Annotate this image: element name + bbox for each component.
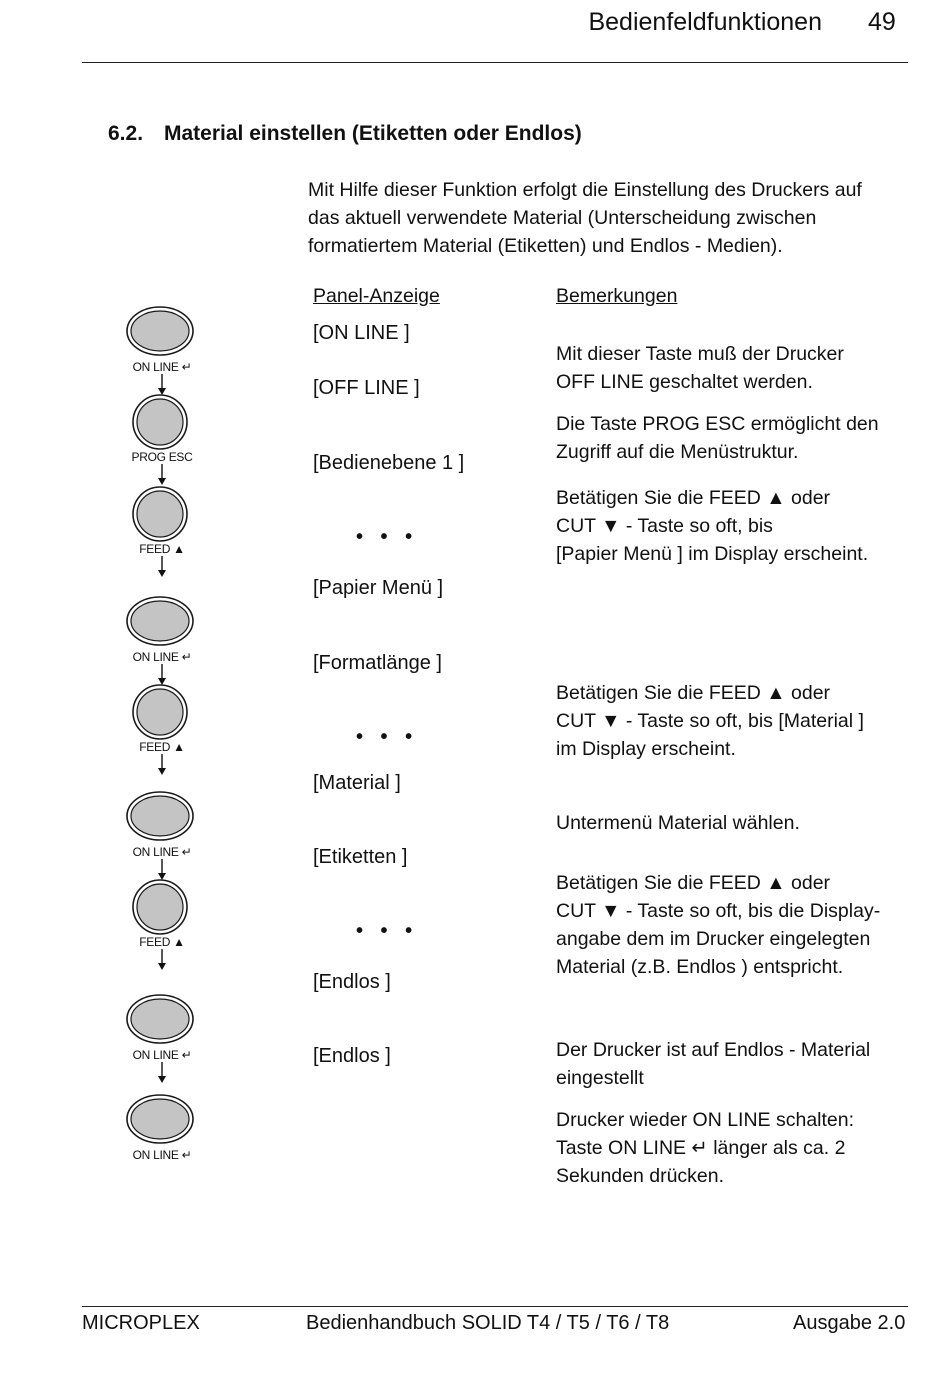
header-rule bbox=[82, 62, 908, 63]
remark-display-angabe bbox=[556, 869, 916, 981]
footer-publisher: MICROPLEX bbox=[82, 1312, 200, 1334]
remark-line: Untermenü Material wählen. bbox=[556, 812, 800, 834]
key-label: PROG ESC bbox=[131, 450, 193, 464]
panel-entry-endlos: [Endlos ] bbox=[313, 971, 391, 993]
remark-papier-menue bbox=[556, 484, 916, 568]
remark-line: Sekunden drücken. bbox=[556, 1165, 725, 1187]
online-key-group bbox=[124, 992, 200, 1084]
arrow-down-icon bbox=[124, 949, 200, 971]
remark-line: Zugriff auf die Menüstruktur. bbox=[556, 441, 799, 463]
remark-material bbox=[556, 679, 916, 763]
key-label: ON LINE ↵ bbox=[132, 360, 192, 374]
ellipsis: • • • bbox=[356, 920, 419, 942]
panel-entry-material: [Material ] bbox=[313, 772, 401, 794]
remark-line: Material (z.B. Endlos ) entspricht. bbox=[556, 956, 844, 978]
remark-line: CUT ▼ - Taste so oft, bis [Material ] bbox=[556, 710, 864, 732]
arrow-down-icon bbox=[124, 859, 200, 881]
remark-line: OFF LINE geschaltet werden. bbox=[556, 371, 813, 393]
remark-line: eingestellt bbox=[556, 1067, 644, 1089]
prog-esc-key-group bbox=[124, 394, 200, 486]
intro-line: das aktuell verwendete Material (Unterscheidung zwischen bbox=[308, 207, 817, 229]
arrow-down-icon bbox=[124, 464, 200, 486]
panel-entry-bedienebene: [Bedienebene 1 ] bbox=[313, 452, 465, 474]
remark-line: Mit dieser Taste muß der Drucker bbox=[556, 343, 844, 365]
panel-entry-online: [ON LINE ] bbox=[313, 322, 410, 344]
online-key-group bbox=[124, 789, 200, 881]
remarks-column-heading: Bemerkungen bbox=[556, 285, 678, 307]
remark-line: Betätigen Sie die FEED ▲ oder bbox=[556, 487, 831, 509]
key-label: ON LINE ↵ bbox=[132, 650, 192, 664]
feed-key-icon bbox=[124, 879, 200, 935]
remark-line: Betätigen Sie die FEED ▲ oder bbox=[556, 872, 831, 894]
ellipsis: • • • bbox=[356, 726, 419, 748]
feed-key-icon bbox=[124, 486, 200, 542]
online-key-icon bbox=[124, 992, 200, 1048]
section-heading bbox=[108, 122, 582, 146]
section-title: Material einstellen (Etiketten oder Endlos) bbox=[164, 122, 582, 145]
key-label: FEED ▲ bbox=[139, 542, 185, 556]
footer-rule bbox=[82, 1306, 908, 1307]
panel-entry-etiketten: [Etiketten ] bbox=[313, 846, 408, 868]
panel-entry-offline: [OFF LINE ] bbox=[313, 377, 420, 399]
prog-esc-key-icon bbox=[124, 394, 200, 450]
key-label: FEED ▲ bbox=[139, 935, 185, 949]
remark-line: Drucker wieder ON LINE schalten: bbox=[556, 1109, 855, 1131]
online-key-icon bbox=[124, 1092, 200, 1148]
remark-prog-esc bbox=[556, 410, 916, 466]
online-key-icon bbox=[124, 594, 200, 650]
remark-online-schalten bbox=[556, 1106, 916, 1190]
panel-entry-formatlaenge: [Formatlänge ] bbox=[313, 652, 442, 674]
remark-offline bbox=[556, 340, 916, 396]
page-number: 49 bbox=[868, 8, 896, 36]
feed-key-group bbox=[124, 486, 200, 578]
arrow-down-icon bbox=[124, 664, 200, 686]
remark-line: CUT ▼ - Taste so oft, bis bbox=[556, 515, 773, 537]
remark-untermenue bbox=[556, 809, 916, 837]
header-title: Bedienfeldfunktionen bbox=[588, 8, 822, 36]
remark-line: im Display erscheint. bbox=[556, 738, 736, 760]
panel-entry-papier-menue: [Papier Menü ] bbox=[313, 577, 444, 599]
key-label: ON LINE ↵ bbox=[132, 845, 192, 859]
remark-line: Der Drucker ist auf Endlos - Material bbox=[556, 1039, 871, 1061]
arrow-down-icon bbox=[124, 374, 200, 396]
online-key-group bbox=[124, 594, 200, 686]
section-number: 6.2. bbox=[108, 122, 144, 145]
remark-endlos-eingestellt bbox=[556, 1036, 916, 1092]
remark-line: Betätigen Sie die FEED ▲ oder bbox=[556, 682, 831, 704]
online-key-icon bbox=[124, 789, 200, 845]
ellipsis: • • • bbox=[356, 526, 419, 548]
remark-line: [Papier Menü ] im Display erscheint. bbox=[556, 543, 869, 565]
feed-key-group bbox=[124, 684, 200, 776]
key-label: FEED ▲ bbox=[139, 740, 185, 754]
arrow-down-icon bbox=[124, 754, 200, 776]
remark-line: CUT ▼ - Taste so oft, bis die Display- bbox=[556, 900, 881, 922]
footer-edition: Ausgabe 2.0 bbox=[793, 1312, 906, 1334]
arrow-down-icon bbox=[124, 1062, 200, 1084]
panel-entry-endlos-final: [Endlos ] bbox=[313, 1045, 391, 1067]
feed-key-group bbox=[124, 879, 200, 971]
remark-line: Taste ON LINE ↵ länger als ca. 2 bbox=[556, 1137, 846, 1159]
remark-line: angabe dem im Drucker eingelegten bbox=[556, 928, 871, 950]
footer-manual-title: Bedienhandbuch SOLID T4 / T5 / T6 / T8 bbox=[306, 1312, 670, 1334]
intro-paragraph bbox=[308, 176, 898, 260]
intro-line: formatiertem Material (Etiketten) und Endlos - Medien). bbox=[308, 235, 783, 257]
intro-line: Mit Hilfe dieser Funktion erfolgt die Einstellung des Druckers auf bbox=[308, 179, 862, 201]
online-key-icon bbox=[124, 304, 200, 360]
online-key-group bbox=[124, 304, 200, 396]
panel-column-heading: Panel-Anzeige bbox=[313, 285, 440, 307]
feed-key-icon bbox=[124, 684, 200, 740]
online-key-group-final bbox=[124, 1092, 200, 1162]
key-label: ON LINE ↵ bbox=[132, 1048, 192, 1062]
remark-line: Die Taste PROG ESC ermöglicht den bbox=[556, 413, 879, 435]
key-label: ON LINE ↵ bbox=[132, 1148, 192, 1162]
arrow-down-icon bbox=[124, 556, 200, 578]
